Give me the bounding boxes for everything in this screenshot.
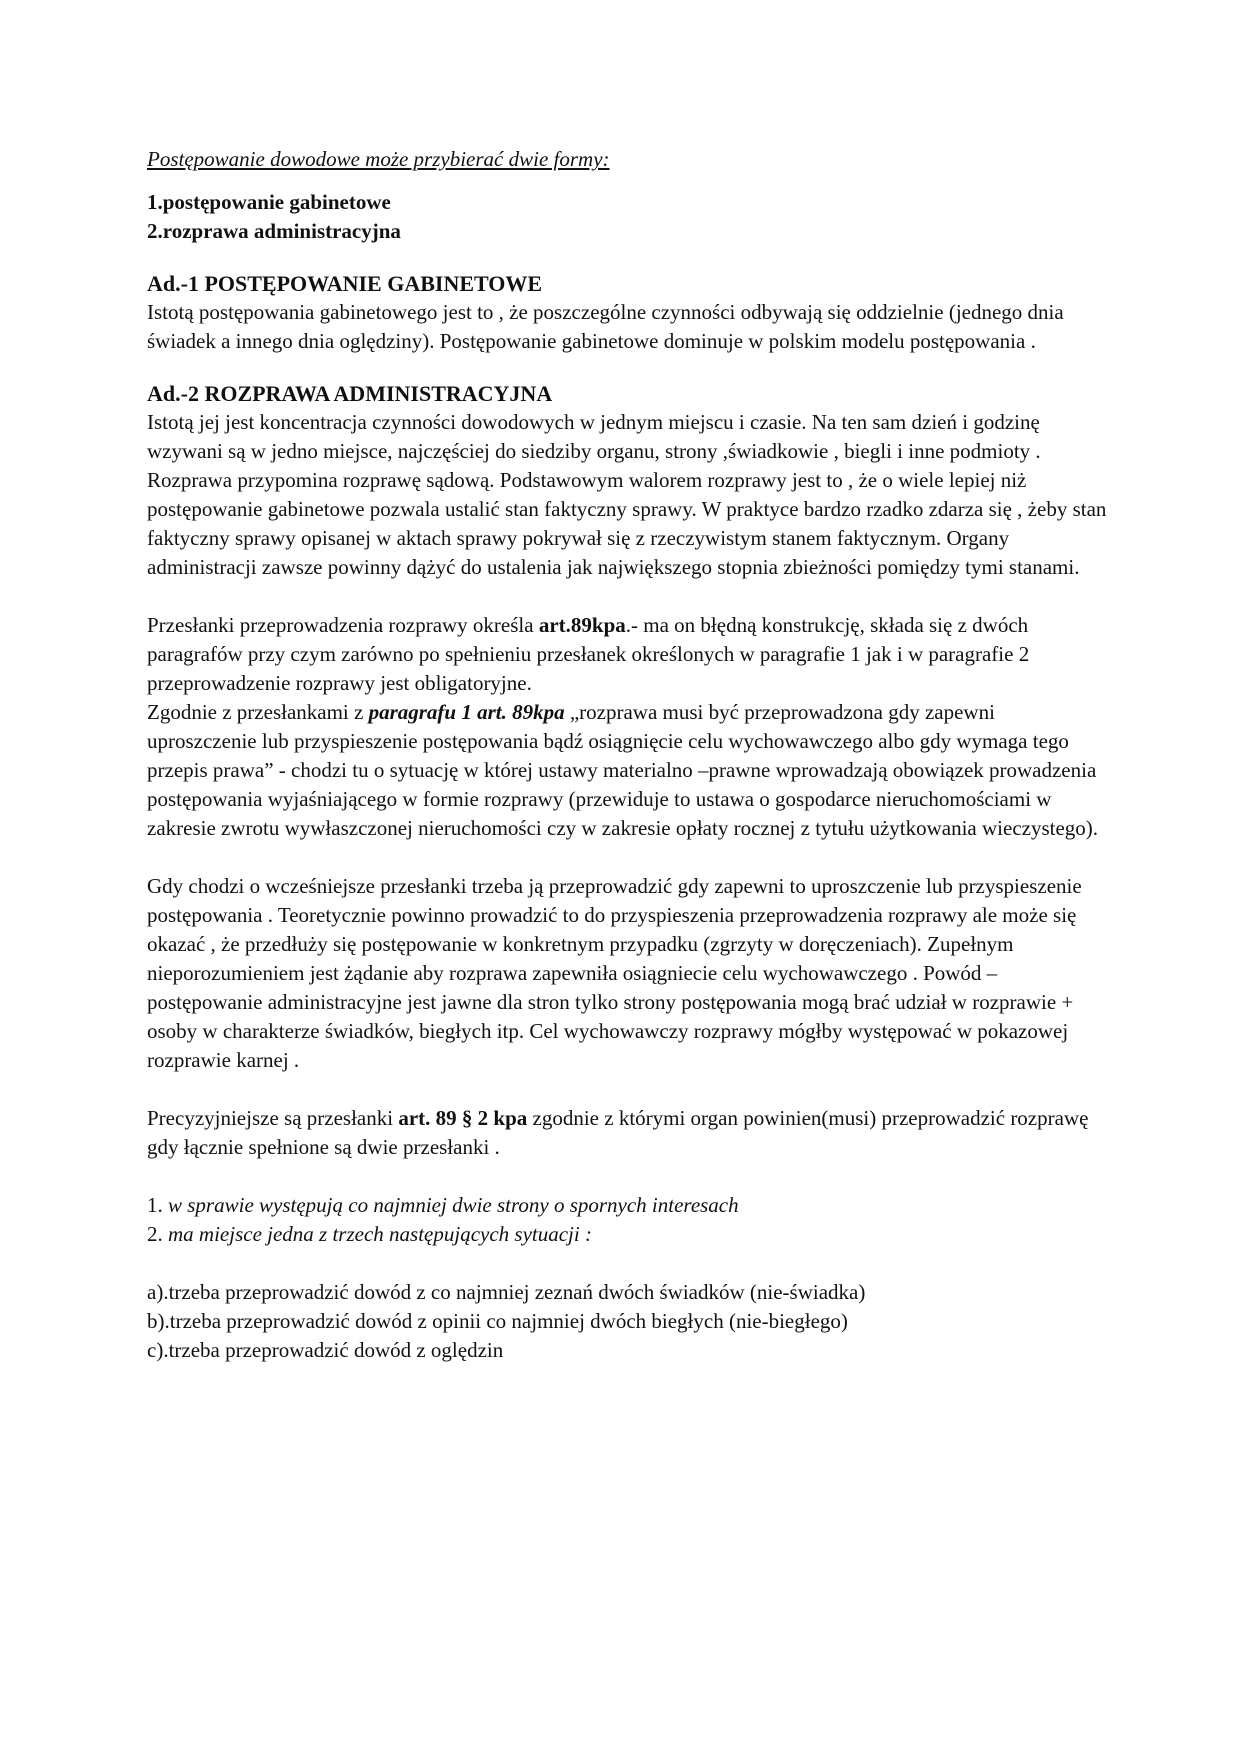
par2-reference: art. 89 § 2 kpa	[398, 1106, 528, 1130]
document-page	[147, 145, 1107, 1365]
paragraph-par2	[147, 1104, 1107, 1162]
paragraph-par1-text-f: „rozprawa musi być przeprowadzona gdy zapewni uproszczenie lub przyspieszenie postępowania bądź osiągnięcie celu wychowawczego albo gdy wymaga tego przepis prawa” - chodzi tu o sytuację w której ustawy materialno –prawne wprowadzają obowiązek prowadzenia postępowania wyjaśniającego w formie rozprawy (przewiduje to ustawa o gospodarce nieruchomościami w zakresie zwrotu wywłaszczonej nieruchomości czy w zakresie opłaty rocznej z tytułu użytkowania wieczystego).	[147, 700, 1099, 840]
section1-heading: Ad.-1 POSTĘPOWANIE GABINETOWE	[147, 271, 543, 296]
condition-2-number: 2.	[147, 1222, 163, 1246]
paragraph-par2-text-a: Precyzyjniejsze są przesłanki	[147, 1106, 399, 1130]
situation-a: a).trzeba przeprowadzić dowód z co najmniej zeznań dwóch świadków (nie-świadka)	[147, 1280, 866, 1304]
form-item-2: 2.rozprawa administracyjna	[147, 219, 401, 243]
section1-text: Istotą postępowania gabinetowego jest to , że poszczególne czynności odbywają się oddzielnie (jednego dnia świadek a innego dnia oględziny). Postępowanie gabinetowe dominuje w polskim modelu postępowania .	[147, 300, 1064, 353]
situation-c: c).trzeba przeprowadzić dowód z oględzin	[147, 1338, 504, 1362]
form-item-1: 1.postępowanie gabinetowe	[147, 190, 391, 214]
paragraph-art89-text-a: Przesłanki przeprowadzenia rozprawy określa	[147, 613, 539, 637]
paragraph-par1	[147, 698, 1107, 843]
paragraph-art89-text-c: .- ma on błędną konstrukcję, składa się z dwóch paragrafów przy czym zarówno po spełnieniu przesłanek określonych w paragrafie 1 jak i w paragrafie 2 przeprowadzenie rozprawy jest obligatoryjne.	[147, 613, 1030, 695]
paragraph-art89	[147, 611, 1107, 698]
paragraph-par2-text-c: zgodnie z którymi organ powinien(musi) przeprowadzić rozprawę gdy łącznie spełnione są dwie przesłanki .	[147, 1106, 1089, 1159]
paragraph-earlier-premises: Gdy chodzi o wcześniejsze przesłanki trzeba ją przeprowadzić gdy zapewni to uproszczenie lub przyspieszenie postępowania . Teoretycznie powinno prowadzić to do przyspieszenia przeprowadzenia rozprawy ale może się okazać , że przedłuży się postępowanie w konkretnym przypadku (zgrzyty w doręczeniach). Zupełnym nieporozumieniem jest żądanie aby rozprawa zapewniła osiągniecie celu wychowawczego . Powód – postępowanie administracyjne jest jawne dla stron tylko strony postępowania mogą brać udział w rozprawie + osoby w charakterze świadków, biegłych itp. Cel wychowawczy rozprawy mógłby występować w pokazowej rozprawie karnej .	[147, 874, 1082, 1072]
condition-2	[147, 1220, 1107, 1249]
section2-heading: Ad.-2 ROZPRAWA ADMINISTRACYJNA	[147, 381, 553, 406]
condition-1-number: 1.	[147, 1193, 163, 1217]
condition-2-text: ma miejsce jedna z trzech następujących sytuacji :	[162, 1222, 592, 1246]
section2-text: Istotą jej jest koncentracja czynności dowodowych w jednym miejscu i czasie. Na ten sam dzień i godzinę wzywani są w jedno miejsce, najczęściej do siedziby organu, strony ,świadkowie , biegli i inne podmioty . Rozprawa przypomina rozprawę sądową. Podstawowym walorem rozprawy jest to , że o wiele lepiej niż postępowanie gabinetowe pozwala ustalić stan faktyczny sprawy. W praktyce bardzo rzadko zdarza się , żeby stan faktyczny sprawy opisanej w aktach sprawy pokrywał się z rzeczywistym stanem faktycznym. Organy administracji zawsze powinny dążyć do ustalenia jak największego stopnia zbieżności pomiędzy tymi stanami.	[147, 410, 1107, 579]
condition-1-text: w sprawie występują co najmniej dwie strony o spornych interesach	[162, 1193, 739, 1217]
situation-b: b).trzeba przeprowadzić dowód z opinii co najmniej dwóch biegłych (nie-biegłego)	[147, 1309, 848, 1333]
art89-reference: art.89kpa	[538, 613, 626, 637]
par1-reference: paragrafu 1 art. 89kpa	[368, 700, 565, 724]
document-title: Postępowanie dowodowe może przybierać dwie formy:	[147, 147, 610, 171]
condition-1	[147, 1191, 1107, 1220]
paragraph-par1-text-d: Zgodnie z przesłankami z	[147, 700, 369, 724]
